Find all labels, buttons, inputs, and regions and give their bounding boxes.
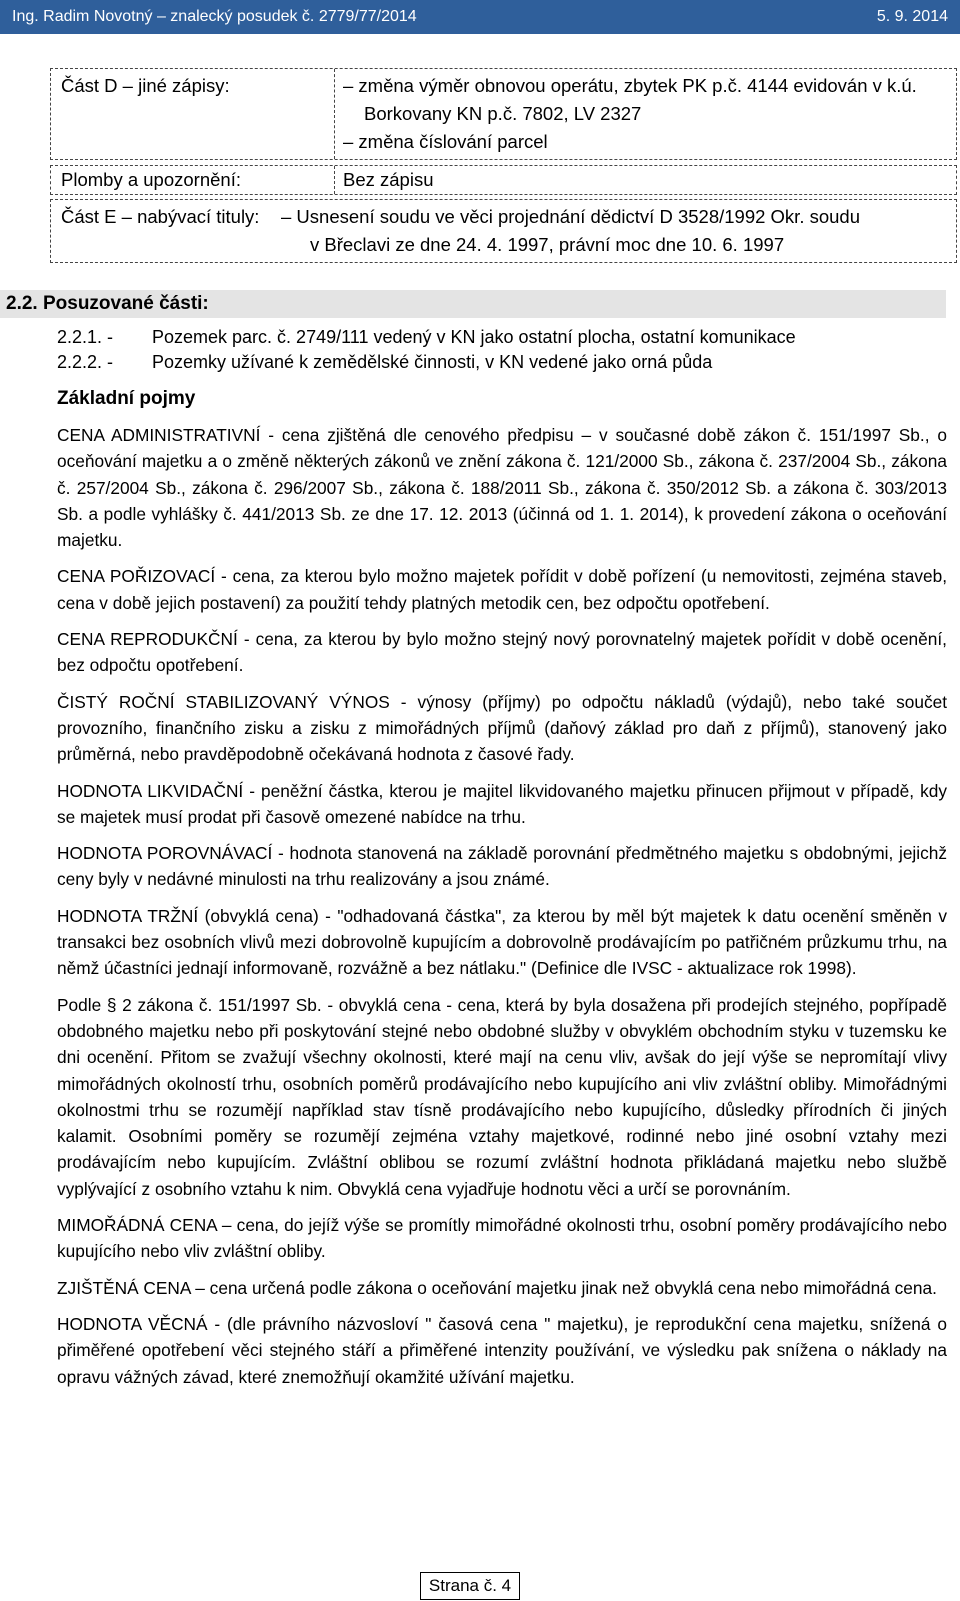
paragraph: ZJIŠTĚNÁ CENA – cena určená podle zákona o oceňování majetku jinak než obvyklá cena nebo mimořádná cena. [57, 1277, 937, 1298]
part-e-line-2: v Břeclavi ze dne 24. 4. 1997, právní moc dne 10. 6. 1997 [310, 234, 785, 255]
seals-value: Bez zápisu [343, 169, 434, 190]
column-divider [334, 69, 335, 159]
paragraph: MIMOŘÁDNÁ CENA – cena, do jejíž výše se promítly mimořádné okolnosti trhu, osobní poměry prodávajícího nebo kupujícího nebo vliv zvláštní obliby. [57, 1215, 947, 1262]
header-document-title: Ing. Radim Novotný – znalecký posudek č. 2779/77/2014 [12, 8, 417, 25]
definitions-body [57, 422, 947, 1400]
subheading-basic-terms: Základní pojmy [57, 388, 196, 409]
item-text: Pozemek parc. č. 2749/111 vedený v KN jako ostatní plocha, ostatní komunikace [152, 327, 796, 347]
part-d-line-2: Borkovany KN p.č. 7802, LV 2327 [364, 103, 642, 124]
column-divider [334, 166, 335, 194]
part-e-label: Část E – nabývací tituly: [61, 206, 260, 227]
part-d-line-1: – změna výměr obnovou operátu, zbytek PK p.č. 4144 evidován v k.ú. [343, 75, 917, 96]
paragraph: HODNOTA VĚCNÁ - (dle právního názvosloví " časová cena " majetku), je reprodukční cena majetku, snížená o přiměřené opotřebení věci stejného stáří a přiměřené intenzity používání, ve výsledku pak snížena o náklady na opravu vážných závad, které znemožňují okamžité užívání majetku. [57, 1313, 947, 1387]
paragraph: ČISTÝ ROČNÍ STABILIZOVANÝ VÝNOS - výnosy (příjmy) po odpočtu nákladů (výdajů), nebo také součet provozního, finančního zisku a zisku z mimořádných příjmů (daňový základ pro daň z příjmů), stanovený jako průměrná, nebo pravděpodobně očekávaná hodnota z časové řady. [57, 691, 947, 765]
paragraph: HODNOTA POROVNÁVACÍ - hodnota stanovená na základě porovnání předmětného majetku s obdobnými, jejichž ceny byly v nedávné minulosti na trhu realizovány a jsou známé. [57, 843, 947, 890]
paragraph: CENA POŘIZOVACÍ - cena, za kterou bylo možno majetek pořídit v době pořízení (u nemovitosti, zejména staveb, cena v době jejich postavení) za použití tehdy platných metodik cen, bez odpočtu opotřebení. [57, 566, 947, 613]
part-d-line-3: – změna číslování parcel [343, 131, 548, 152]
paragraph: HODNOTA LIKVIDAČNÍ - peněžní částka, kterou je majitel likvidovaného majetku přinucen přijmout v případě, kdy se majetek musí prodat při časově omezené nabídce na trhu. [57, 780, 947, 827]
table-row-part-d [50, 68, 957, 160]
part-e-line-1: – Usnesení soudu ve věci projednání dědictví D 3528/1992 Okr. soudu [281, 206, 861, 227]
table-row-seals [50, 165, 957, 195]
list-item [57, 327, 947, 351]
item-text: Pozemky užívané k zemědělské činnosti, v KN vedené jako orná půda [152, 352, 713, 372]
paragraph: HODNOTA TRŽNÍ (obvyklá cena) - "odhadovaná částka", za kterou by měl být majetek k datu ocenění směněn v transakci bez osobních vlivů mezi dobrovolně kupujícím a dobrovolně prodávajícím po patřičném průzkumu trhu, na němž účastníci jednají informovaně, rozvážně a bez nátlaku." (Definice dle IVSC - aktualizace rok 1998). [57, 905, 947, 979]
part-d-label: Část D – jiné zápisy: [61, 75, 230, 96]
page-header [0, 0, 960, 34]
header-date: 5. 9. 2014 [876, 8, 948, 25]
item-number: 2.2.2. - [57, 352, 114, 372]
seals-label: Plomby a upozornění: [61, 169, 241, 190]
paragraph: CENA ADMINISTRATIVNÍ - cena zjištěná dle cenového předpisu – v současné době zákon č. 151/1997 Sb., o oceňování majetku a o změně některých zákonů ve znění zákona č. 121/2000 Sb., zákona č. 237/2004 Sb., zákona č. 257/2004 Sb., zákona č. 296/2007 Sb., zákona č. 188/2011 Sb., zákona č. 350/2012 Sb. a zákona č. 303/2013 Sb. a podle vyhlášky č. 441/2013 Sb. ze dne 17. 12. 2013 (účinná od 1. 1. 2014), k provedení zákona o oceňování majetku. [57, 425, 947, 551]
paragraph: Podle § 2 zákona č. 151/1997 Sb. - obvyklá cena - cena, která by byla dosažena při prodejích stejného, popřípadě obdobného majetku nebo při poskytování stejné nebo obdobné služby v obvyklém obchodním styku v tuzemsku ke dni ocenění. Přitom se zvažují všechny okolnosti, které mají na cenu vliv, avšak do její výše se nepromítají vlivy mimořádných okolností trhu, osobních poměrů prodávajícího nebo kupujícího ani vliv zvláštní obliby. Mimořádnými okolnostmi trhu se rozumějí například stav tísně prodávajícího nebo kupujícího, důsledky přírodních či jiných kalamit. Osobními poměry se rozumějí zejména vztahy majetkové, rodinné nebo jiné osobní vztahy mezi prodávajícím nebo kupujícím. Zvláštní oblibou se rozumí zvláštní hodnota přikládaná majetku nebo službě vyplývající z osobního vztahu k nim. Obvyklá cena vyjadřuje hodnotu věci a určí se porovnáním. [57, 994, 947, 1199]
page-number: Strana č. 4 [420, 1572, 520, 1600]
section-heading: 2.2. Posuzované části: [0, 290, 946, 318]
table-row-part-e [50, 199, 957, 263]
paragraph: CENA REPRODUKČNÍ - cena, za kterou by bylo možno stejný nový porovnatelný majetek pořídit v době ocenění, bez odpočtu opotřebení. [57, 629, 947, 676]
list-item [57, 352, 947, 376]
item-number: 2.2.1. - [57, 327, 114, 347]
